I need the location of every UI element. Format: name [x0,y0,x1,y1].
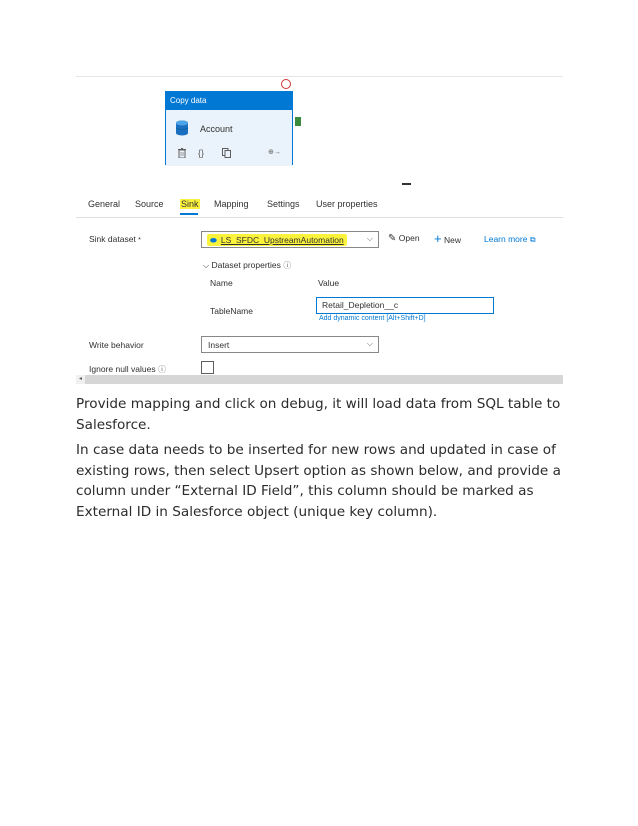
tab-mapping[interactable]: Mapping [214,199,249,209]
chevron-down-icon: ⌵ [203,261,210,270]
dataset-properties-label: Dataset properties [211,260,281,270]
open-button[interactable] [388,233,420,244]
activity-header: Copy data [166,92,292,110]
column-name-header: Name [210,278,233,288]
write-behavior-label: Write behavior [89,340,144,350]
chevron-down-icon: ⌵ [366,339,373,348]
sink-dataset-select[interactable] [201,231,379,248]
copy-data-activity[interactable] [165,91,293,165]
external-link-icon: ⧉ [529,235,536,244]
chevron-down-icon: ⌵ [366,234,373,243]
linked-service-icon: ⬬ [210,236,217,245]
property-name: TableName [210,306,253,316]
ignore-null-label-text: Ignore null values [89,364,156,374]
tab-source[interactable]: Source [135,199,164,209]
adf-sink-screenshot [76,74,563,386]
activity-body [166,110,292,166]
tab-settings[interactable]: Settings [267,199,300,209]
trash-icon[interactable] [178,148,186,160]
dataset-properties-toggle[interactable] [203,260,291,271]
info-icon: ⓘ [283,261,292,270]
tab-user-properties[interactable]: User properties [316,199,378,209]
sink-dataset-value [207,234,347,246]
activity-actions [166,148,292,162]
pencil-icon: ✎ [388,233,397,244]
ignore-null-label [89,364,166,375]
plus-icon: + [434,231,442,246]
output-arrow-icon[interactable]: ⊕→ [268,149,281,156]
sink-dataset-value-text: LS_SFDC_UpstreamAutomation [220,235,344,245]
canvas-divider [76,76,563,77]
write-behavior-select[interactable] [201,336,379,353]
horizontal-scrollbar[interactable] [76,375,563,384]
activity-name: Account [200,124,233,134]
sink-dataset-label [89,234,141,244]
learn-more-link[interactable] [484,234,536,245]
open-button-label: Open [398,233,420,243]
tab-general[interactable]: General [88,199,121,209]
add-dynamic-content-link[interactable]: Add dynamic content [Alt+Shift+D] [319,315,426,322]
sink-dataset-label-text: Sink dataset [89,234,136,244]
panel-resize-handle[interactable] [402,183,411,185]
database-icon [175,120,189,136]
tabs-divider [76,217,563,218]
info-icon: ⓘ [158,365,167,374]
failure-output-handle[interactable] [281,79,291,89]
copy-icon[interactable] [222,148,231,160]
scroll-left-arrow-icon[interactable]: ◂ [76,375,85,384]
table-name-input[interactable]: Retail_Depletion__c [316,297,494,314]
paragraph-upsert-instructions: In case data needs to be inserted for new rows and updated in case of existing rows, then select Upsert option as shown below, and provide a column under “External ID Field”, this column should be marked as External ID in Salesforce object (unique key column). [76,442,561,520]
new-button-label: New [443,235,461,245]
ignore-null-checkbox[interactable] [201,361,214,374]
column-value-header: Value [318,278,340,288]
success-output-handle[interactable] [295,117,301,126]
code-icon[interactable]: {} [198,148,205,158]
write-behavior-value: Insert [208,340,230,350]
paragraph-mapping-debug: Provide mapping and click on debug, it will load data from SQL table to Salesforce. [76,396,561,433]
required-mark: * [138,237,141,244]
tab-sink[interactable]: Sink [181,199,199,209]
new-button[interactable] [434,231,461,246]
learn-more-label: Learn more [484,234,528,244]
tab-sink-underline [180,213,198,215]
